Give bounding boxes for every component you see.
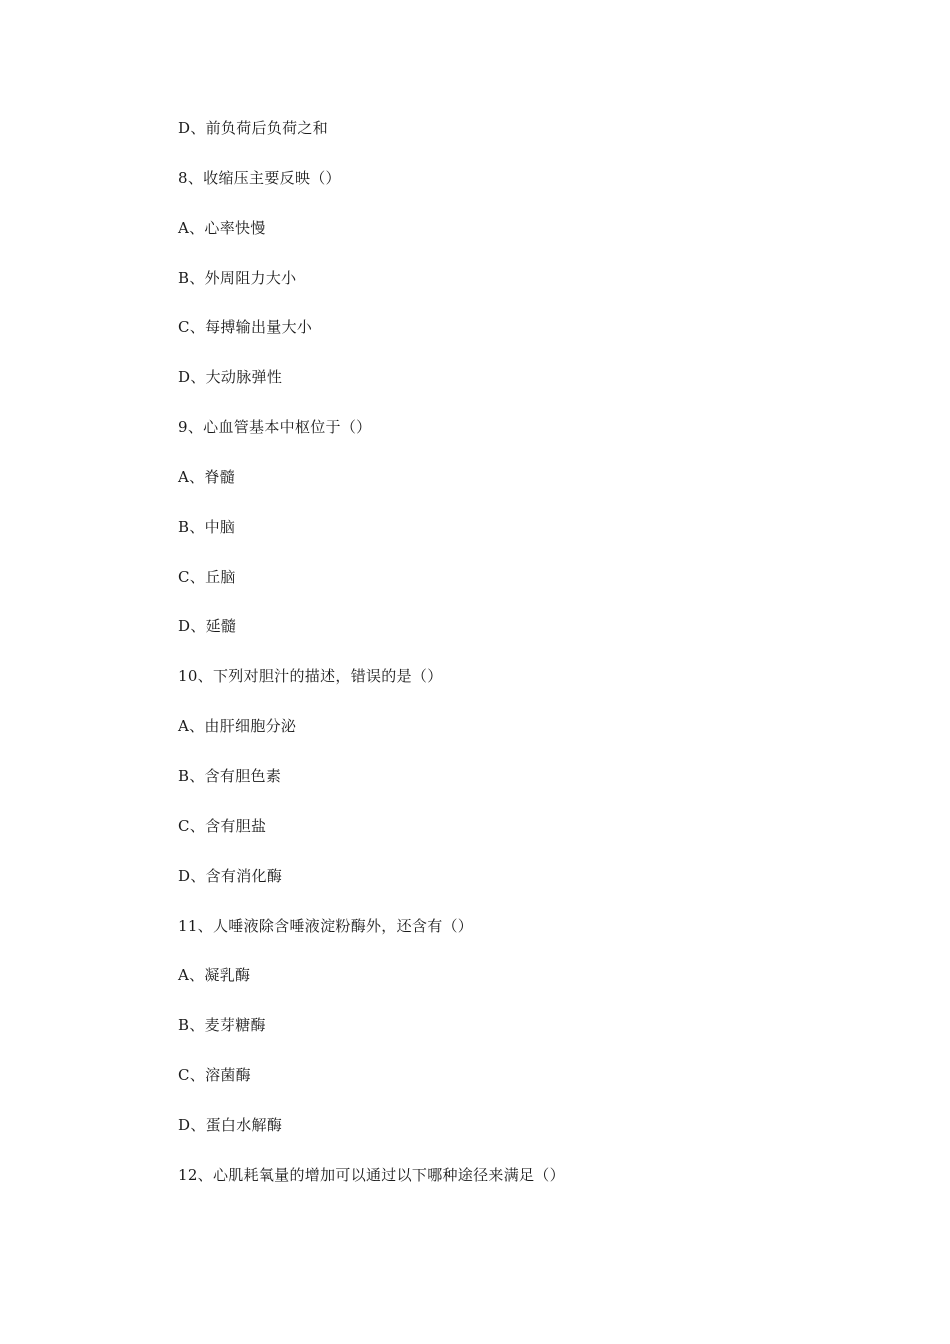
- question-line: 10、下列对胆汁的描述，错误的是（）: [178, 667, 443, 686]
- question-line: 8、收缩压主要反映（）: [178, 168, 341, 187]
- option-line: D、蛋白水解酶: [178, 1115, 283, 1134]
- option-line: C、含有胆盐: [178, 816, 267, 835]
- question-list: [178, 115, 898, 1212]
- question-line: 12、心肌耗氧量的增加可以通过以下哪种途径来满足（）: [178, 1165, 565, 1184]
- option-line: B、中脑: [178, 517, 236, 536]
- option-line: A、凝乳酶: [178, 966, 251, 985]
- option-line: B、含有胆色素: [178, 766, 282, 785]
- option-line: D、前负荷后负荷之和: [178, 119, 329, 137]
- option-line: A、脊髓: [178, 467, 236, 486]
- option-line: A、心率快慢: [178, 218, 266, 237]
- option-line: B、外周阻力大小: [178, 268, 297, 287]
- option-line: C、每搏输出量大小: [178, 318, 313, 337]
- option-line: C、溶菌酶: [178, 1066, 251, 1085]
- option-line: A、由肝细胞分泌: [178, 717, 297, 736]
- question-line: 9、心血管基本中枢位于（）: [178, 418, 372, 437]
- option-line: B、麦芽糖酶: [178, 1016, 266, 1035]
- question-line: 11、人唾液除含唾液淀粉酶外，还含有（）: [178, 916, 474, 935]
- option-line: D、大动脉弹性: [178, 368, 283, 387]
- option-line: C、丘脑: [178, 567, 236, 586]
- option-line: D、延髓: [178, 617, 237, 636]
- option-line: D、含有消化酶: [178, 866, 283, 885]
